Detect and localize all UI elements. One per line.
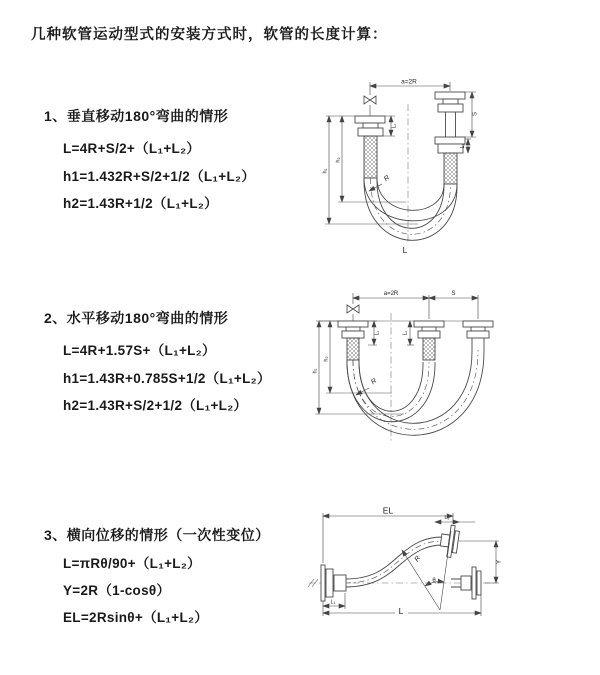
dim-label-l1: L₁ — [374, 330, 381, 336]
section-1-heading: 1、垂直移动180°弯曲的情形 — [44, 108, 229, 124]
section-2-formula-L: L=4R+1.57S+（L₁+L₂） — [63, 343, 216, 358]
valve-icon — [347, 305, 359, 313]
right-flange-assembly — [463, 321, 493, 350]
section-3-formula-L: L=πRθ/90+（L₁+L₂） — [63, 556, 201, 571]
dim-label-l: L — [398, 606, 404, 616]
dim-label-r: R — [370, 377, 379, 387]
dim-label-a2r: a=2R — [383, 291, 399, 297]
right-pipe — [446, 112, 456, 137]
dim-label-theta: θ — [432, 578, 436, 584]
hose-u-curves — [364, 178, 457, 240]
right-upper-flange-assembly — [435, 92, 465, 112]
section-2-formula-h1: h1=1.43R+0.785S+1/2（L₁+L₂） — [63, 371, 271, 386]
section-3-formula-EL: EL=2Rsinθ+（L₁+L₂） — [63, 610, 209, 625]
dim-label-r: R — [382, 174, 392, 184]
dim-label-s: S — [472, 111, 479, 117]
valve-icon — [364, 96, 376, 104]
dim-label-y: Y — [495, 559, 503, 565]
dim-label-h2: h₂ — [323, 356, 330, 362]
left-flange-assembly — [355, 116, 385, 178]
section-1-formula-h1: h1=1.432R+S/2+1/2（L₁+L₂） — [63, 169, 256, 184]
dim-label-h2: h₂ — [335, 157, 342, 163]
dim-label-el: EL — [382, 505, 394, 516]
middle-flange-assembly — [414, 321, 444, 360]
dim-label-r: R — [413, 554, 423, 564]
hose-u-curves — [347, 350, 484, 435]
section-1-formula-h2: h2=1.43R+1/2（L₁+L₂） — [63, 196, 218, 211]
dim-label-a2r: a=2R — [401, 78, 417, 86]
left-flange-assembly — [338, 321, 368, 360]
dim-label-l2: L₂ — [402, 330, 409, 336]
hose-s-curve — [345, 537, 443, 587]
section-2-formula-h2: h2=1.43R+S/2+1/2（L₁+L₂） — [63, 398, 248, 413]
dim-label-l1: L₁ — [330, 599, 336, 606]
page-title: 几种软管运动型式的安装方式时，软管的长度计算： — [31, 27, 388, 43]
dim-label-l: L — [402, 245, 408, 255]
dimension-lines — [312, 293, 478, 414]
section-3-formula-Y: Y=2R（1-cosθ） — [63, 583, 171, 598]
diagram-vertical-180-bend — [308, 72, 580, 257]
diagram-horizontal-180-bend — [306, 283, 590, 451]
dim-label-h1: h₁ — [312, 368, 319, 374]
section-3-heading: 3、横向位移的情形（一次性变位） — [44, 527, 270, 543]
section-2-heading: 2、水平移动180°弯曲的情形 — [44, 310, 229, 326]
dim-label-l2: L₂ — [460, 143, 466, 149]
dim-label-s: S — [451, 291, 456, 297]
diagram-lateral-displacement — [303, 503, 595, 645]
dim-label-l1: L₁ — [391, 123, 398, 129]
section-1-formula-L: L=4R+S/2+（L₁+L₂） — [63, 141, 201, 156]
dim-label-h1: h₁ — [322, 168, 329, 174]
dim-label-l2: L₂ — [444, 515, 450, 521]
